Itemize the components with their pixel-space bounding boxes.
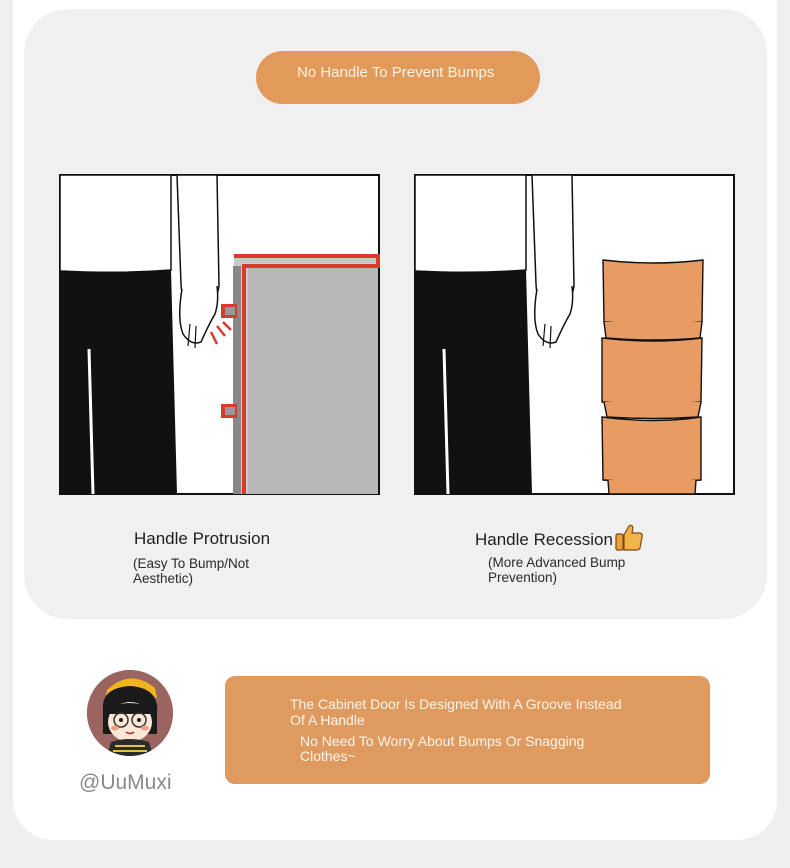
handle-recession-illustration xyxy=(414,174,735,495)
protrusion-title: Handle Protrusion xyxy=(134,529,271,548)
recession-title: Handle Recession xyxy=(475,530,613,549)
handle-protrusion-illustration xyxy=(59,174,380,495)
banner-label: No Handle To Prevent Bumps xyxy=(297,64,495,81)
avatar-icon xyxy=(87,670,173,756)
recession-subtitle: (More Advanced Bump Prevention) xyxy=(488,555,626,585)
note-line-2: No Need To Worry About Bumps Or Snagging Clothes~ xyxy=(300,733,585,764)
feature-note xyxy=(225,676,710,784)
protrusion-subtitle: (Easy To Bump/Not Aesthetic) xyxy=(133,556,250,586)
no-handle-banner xyxy=(256,51,540,104)
note-line-1: The Cabinet Door Is Designed With A Groove Instead Of A Handle xyxy=(290,696,622,728)
avatar xyxy=(87,670,173,756)
thumbs-up-icon xyxy=(614,522,644,552)
user-handle: @UuMuxi xyxy=(79,771,172,794)
